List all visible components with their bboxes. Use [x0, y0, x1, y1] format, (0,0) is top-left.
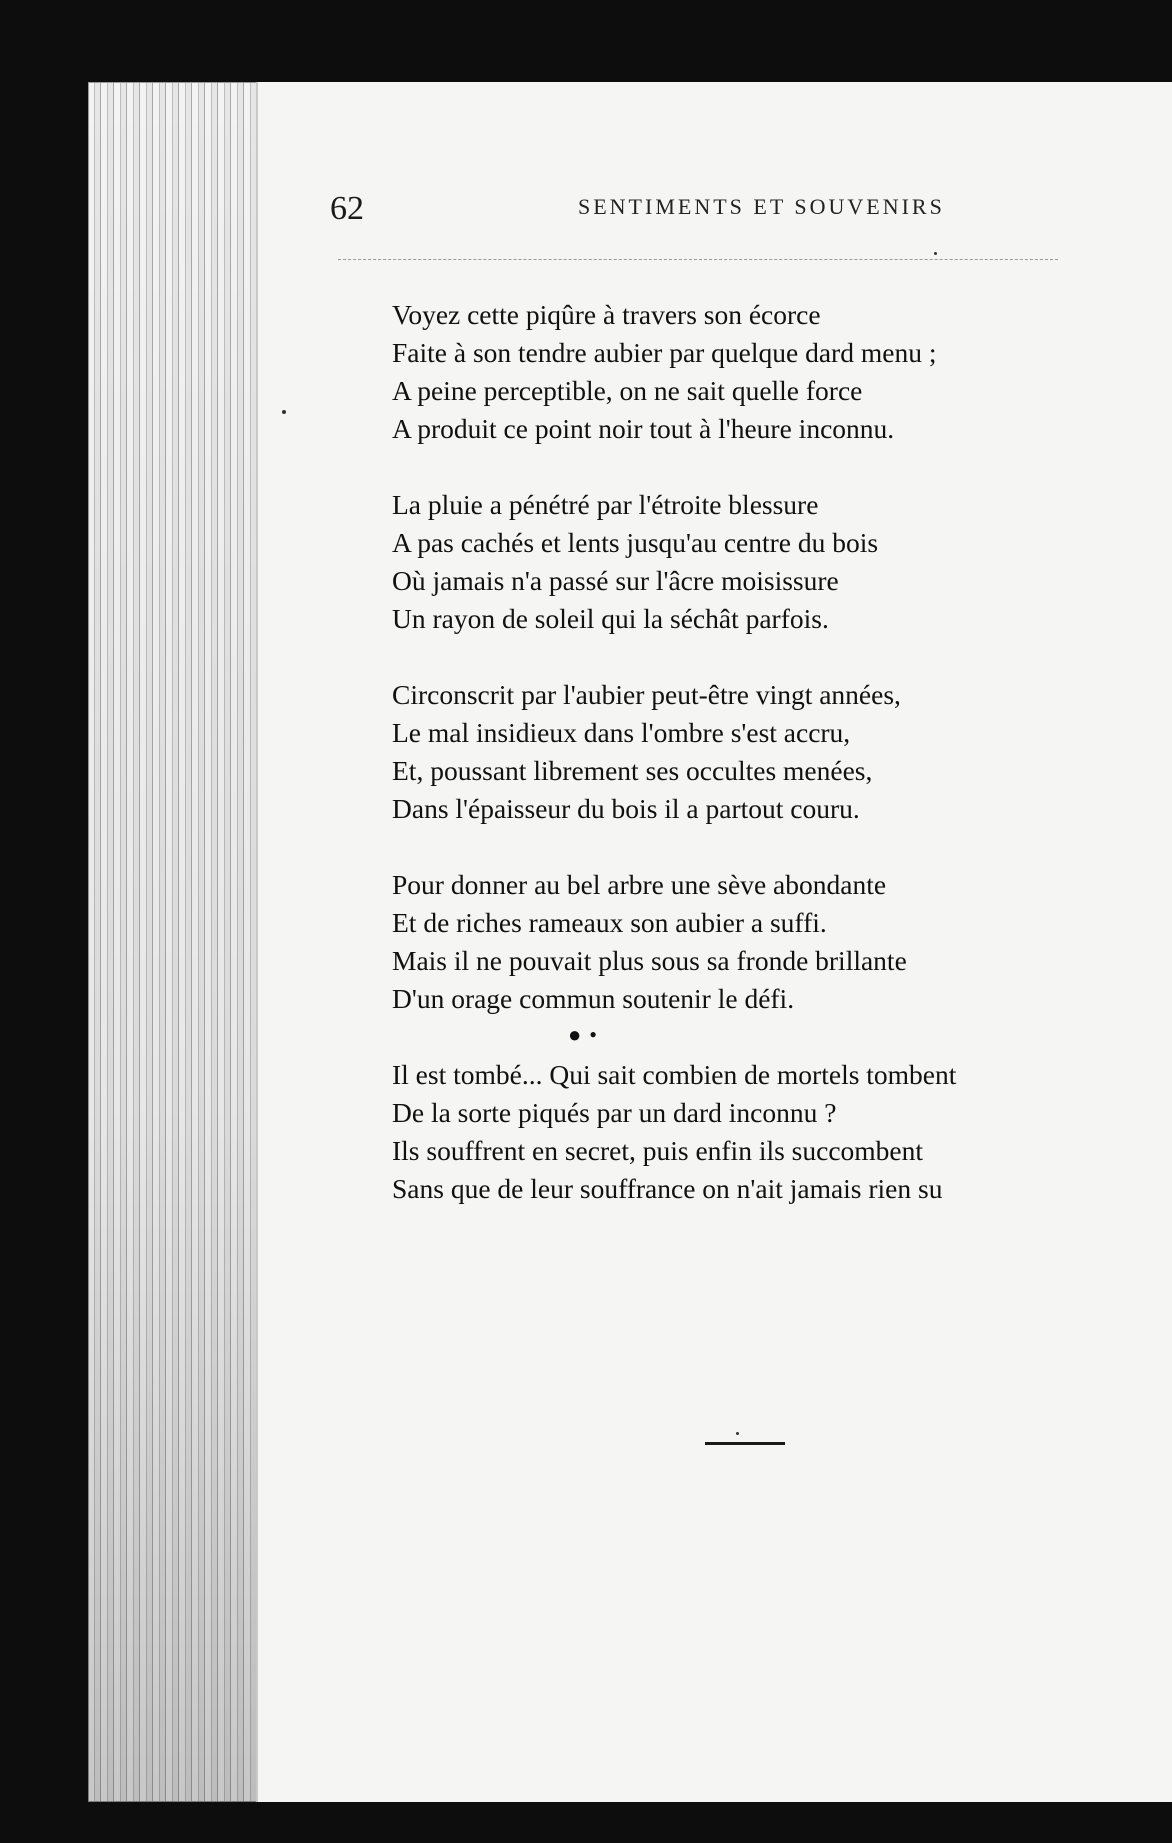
poem-line: Et, poussant librement ses occultes menées,	[392, 755, 873, 786]
poem-line: Pour donner au bel arbre une sève abondante	[392, 869, 887, 900]
stanza-3	[392, 676, 1172, 828]
poem-line: La pluie a pénétré par l'étroite blessure	[392, 489, 819, 520]
poem-line: Dans l'épaisseur du bois il a partout couru.	[392, 793, 860, 824]
poem-line: Et de riches rameaux son aubier a suffi.	[392, 907, 827, 938]
page-number: 62	[330, 190, 364, 227]
end-mark-dot	[736, 1432, 739, 1435]
stanza-2	[392, 486, 1172, 638]
poem-line: D'un orage commun soutenir le défi.	[392, 983, 795, 1014]
page-edges	[88, 82, 272, 1802]
stanza-5	[392, 1056, 1172, 1208]
poem-line: Le mal insidieux dans l'ombre s'est accru,	[392, 717, 851, 748]
poem-line: Mais il ne pouvait plus sous sa fronde brillante	[392, 945, 907, 976]
poem-line: De la sorte piqués par un dard inconnu ?	[392, 1097, 837, 1128]
poem-line: Faite à son tendre aubier par quelque dard menu ;	[392, 337, 937, 368]
poem	[392, 296, 1172, 1246]
end-rule	[705, 1442, 785, 1445]
poem-line: Un rayon de soleil qui la séchât parfois.	[392, 603, 829, 634]
stanza-4	[392, 866, 1172, 1018]
poem-line: Il est tombé... Qui sait combien de mortels tombent	[392, 1059, 957, 1090]
ink-speck	[282, 410, 286, 414]
poem-line: A peine perceptible, on ne sait quelle force	[392, 375, 863, 406]
poem-line: Où jamais n'a passé sur l'âcre moisissure	[392, 565, 839, 596]
poem-line: A produit ce point noir tout à l'heure inconnu.	[392, 413, 895, 444]
header-rule	[338, 259, 1058, 260]
poem-line: Circonscrit par l'aubier peut-être vingt années,	[392, 679, 901, 710]
ink-blot-ornament: ●•	[568, 1022, 605, 1047]
running-title: SENTIMENTS ET SOUVENIRS	[578, 194, 945, 219]
book-page	[258, 82, 1172, 1802]
poem-line: Sans que de leur souffrance on n'ait jamais rien su	[392, 1173, 943, 1204]
poem-line: Voyez cette piqûre à travers son écorce	[392, 299, 821, 330]
poem-line: Ils souffrent en secret, puis enfin ils succombent	[392, 1135, 924, 1166]
stanza-1	[392, 296, 1172, 448]
poem-line: A pas cachés et lents jusqu'au centre du bois	[392, 527, 879, 558]
ink-speck	[934, 252, 937, 255]
